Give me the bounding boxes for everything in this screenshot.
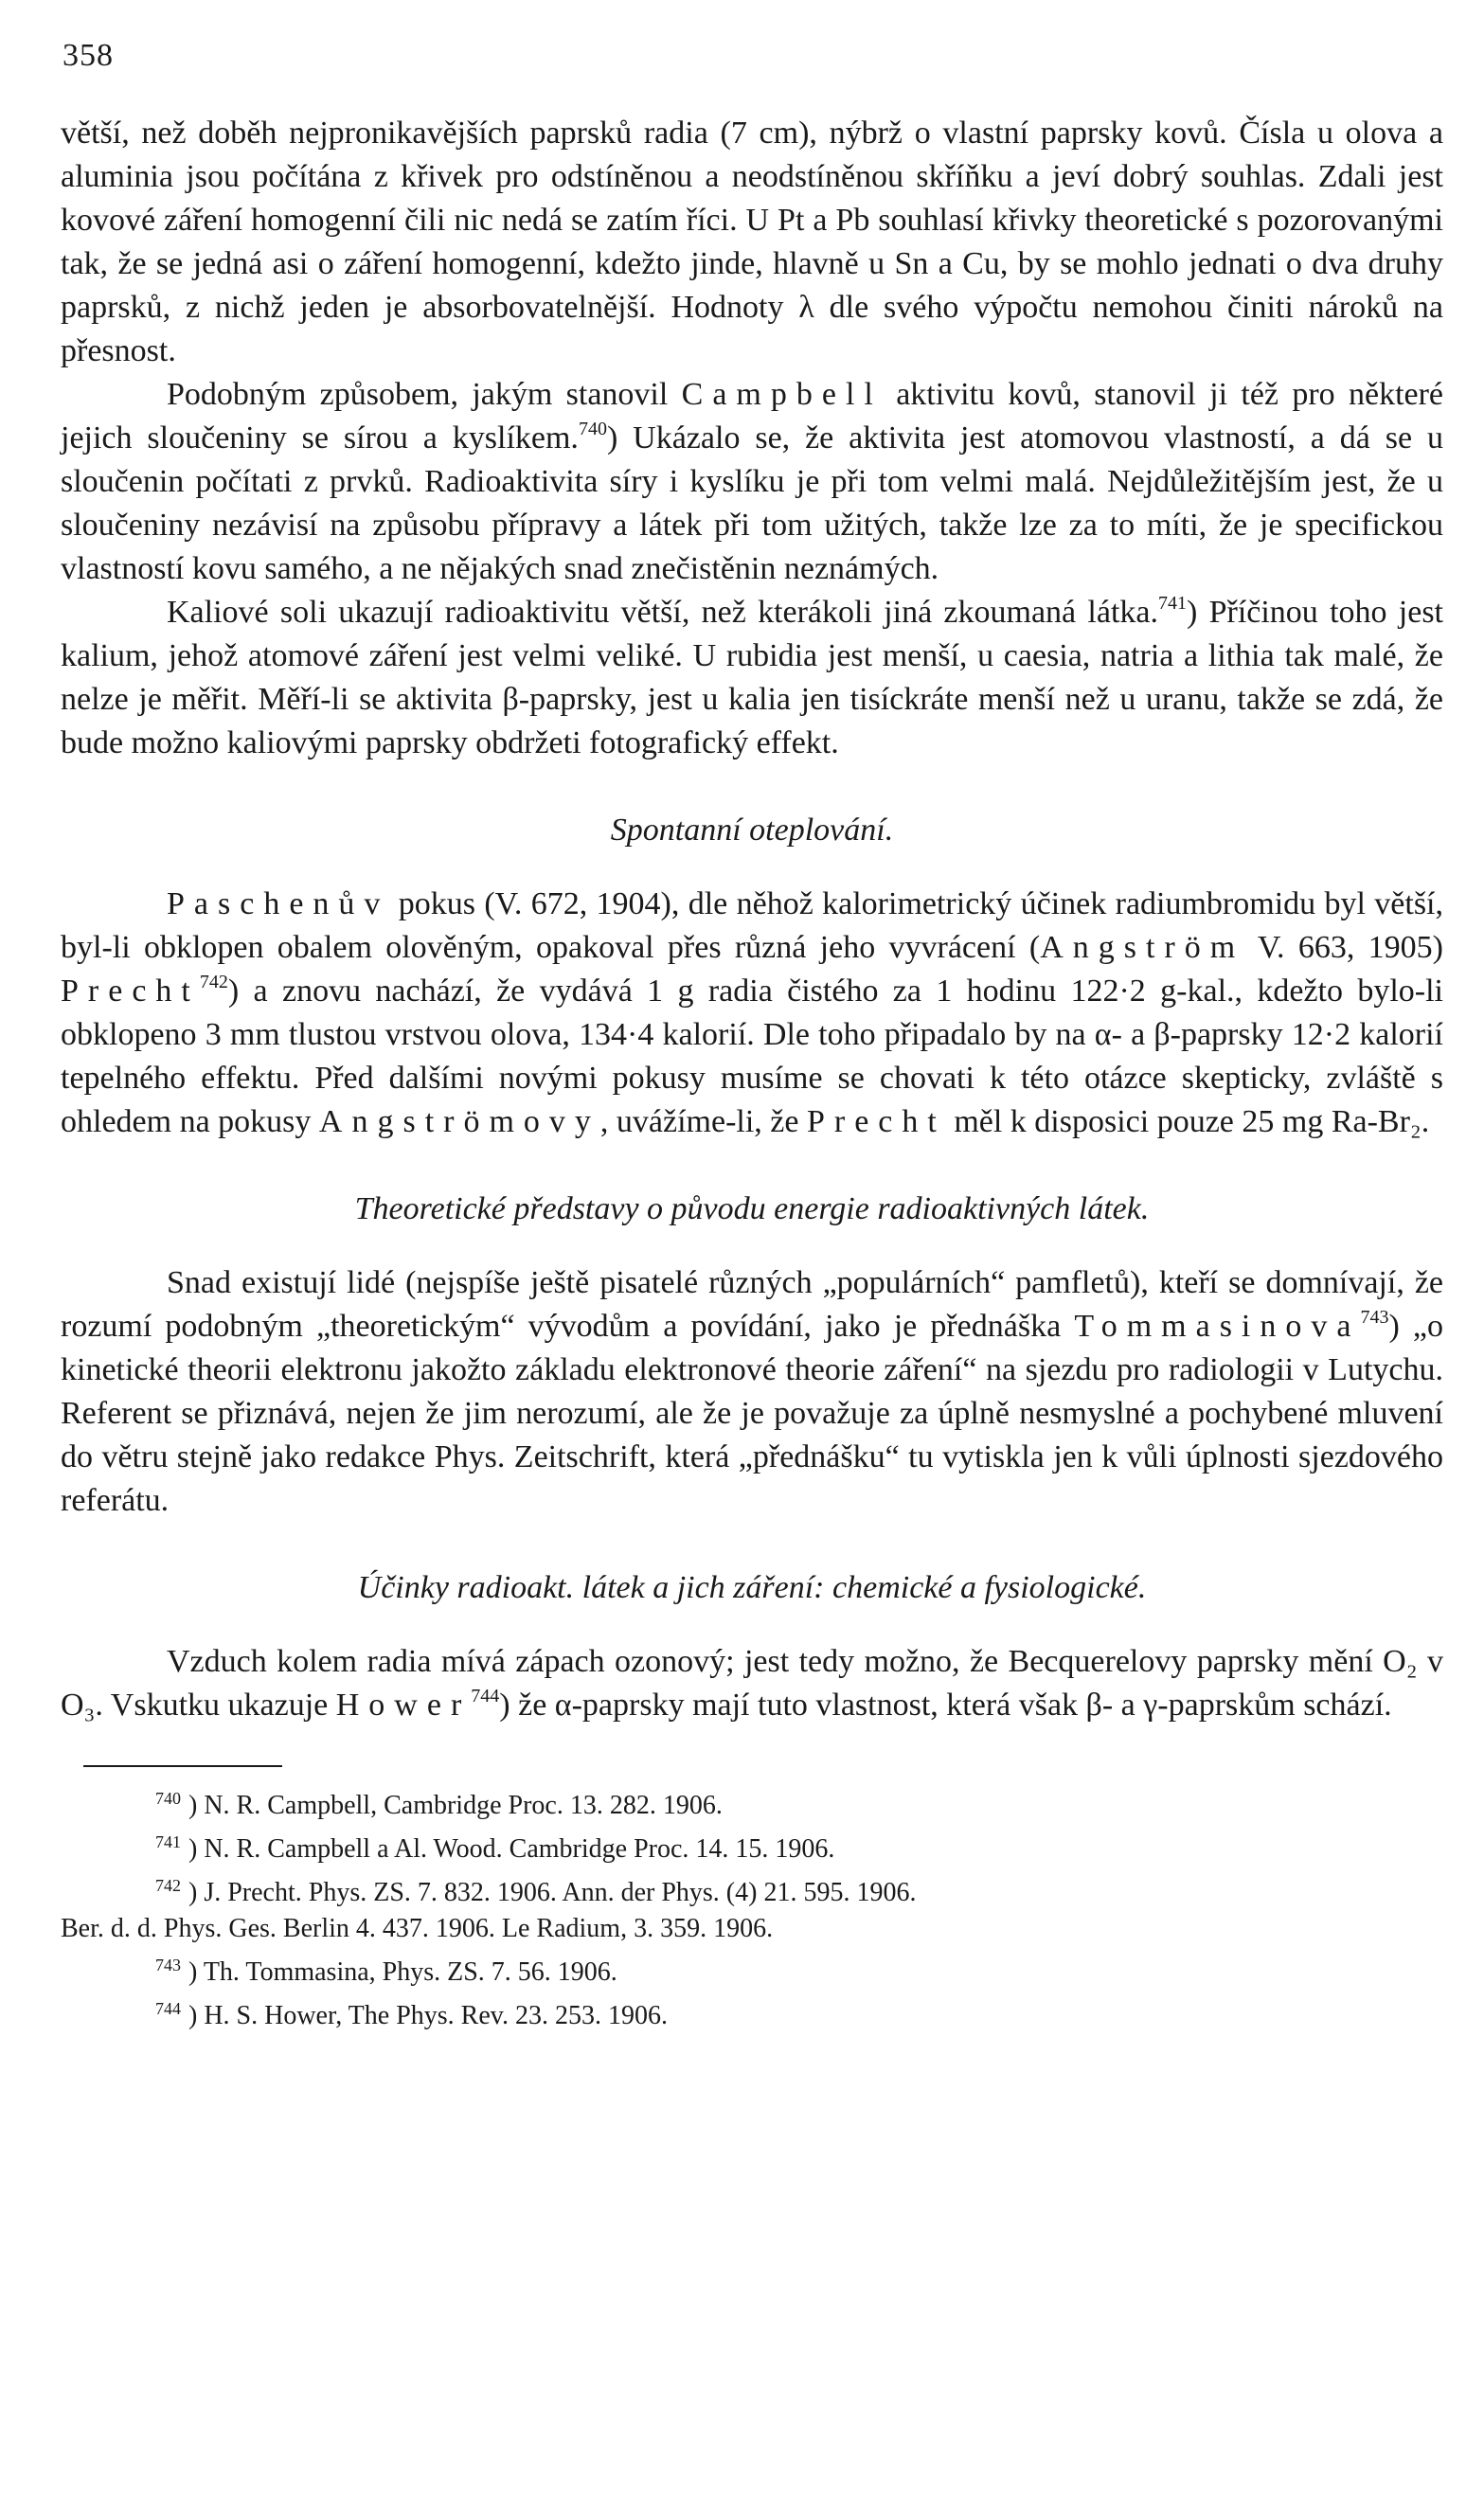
footnote: $^{743}$ ) Th. Tommasina, Phys. ZS. 7. 56. 1906. bbox=[155, 1956, 617, 1987]
paragraph-4: Paschenův pokus (V. 672, 1904), dle něhož kalorimetrický účinek radiumbromidu byl větší, byl-li obklopen obalem olověným, opakoval přes různá jeho vyvrácení (Angström V. 663, 1905) Precht$^{742}$) a znovu nachází, že vydává 1 g radia čistého za 1 hodinu 122·2 g-kal., kdežto bylo-li obklopeno 3 mm tlustou vrstvou olova, 134·4 kalorií. Dle toho připadalo by na α- a β-paprsky 12·2 kalorií tepelného effektu. Před dalšími novými pokusy musíme se chovati k této otázce skepticky, zvláště s ohledem na pokusy Angströmovy, uvážíme-li, že Precht měl k disposici pouze 25 mg Ra-Br₂. bbox=[61, 886, 1443, 1139]
author-name: Hower bbox=[335, 1688, 472, 1723]
footnote-ref: 740 bbox=[578, 419, 607, 439]
footnote-ref: 744 bbox=[471, 1686, 500, 1706]
footnote-ref: 743 bbox=[1360, 1307, 1389, 1328]
paragraph-1: větší, než doběh nejpronikavějších paprsků radia (7 cm), nýbrž o vlastní paprsky kovů. Čísla u olova a aluminia jsou počítána z křivek pro odstíněnou a neodstíněnou skříňku a jeví dobrý souhlas. Zdali jest kovové záření homogenní čili nic nedá se zatím říci. U Pt a Pb souhlasí křivky theoretické s pozorovanými tak, že se jedná asi o záření homogenní, kdežto jinde, hlavně u Sn a Cu, by se mohlo jednati o dva druhy paprsků, z nichž jeden je absorbovatelnější. Hodnoty λ dle svého výpočtu nemohou činiti nároků na přesnost. bbox=[61, 116, 1443, 368]
page-number: 358 bbox=[63, 38, 114, 73]
footnote: $^{741}$ ) N. R. Campbell a Al. Wood. Cambridge Proc. 14. 15. 1906. bbox=[155, 1832, 835, 1864]
author-name: Tommasinova bbox=[1074, 1309, 1361, 1344]
paragraph-5: Snad existují lidé (nejspíše ještě pisatelé různých „populárních“ pamfletů), kteří se domnívají, že rozumí podobným „theoretickým“ vývodům a povídání, jako je přednáška Tommasinova$^{743}$) „o kinetické theorii elektronu jakožto základu elektronové theorie záření“ na sjezdu pro radiologii v Lutychu. Referent se přiznává, nejen že jim nerozumí, ale že je považuje za úplně nesmyslné a pochybené mluvení do větru stejně jako redakce Phys. Zeitschrift, která „přednášku“ tu vytiskla jen k vůli úplnosti sjezdového referátu. bbox=[61, 1265, 1444, 1518]
section-heading: Theoretické představy o původu energie radioaktivných látek. bbox=[354, 1191, 1150, 1226]
author-name: Precht bbox=[806, 1104, 946, 1139]
author-name: Campbell bbox=[681, 377, 883, 412]
footnote: $^{742}$ ) J. Precht. Phys. ZS. 7. 832. 1906. Ann. der Phys. (4) 21. 595. 1906. bbox=[155, 1876, 917, 1907]
footnote: $^{740}$ ) N. R. Campbell, Cambridge Proc. 13. 282. 1906. bbox=[155, 1789, 723, 1820]
section-heading: Spontanní oteplování. bbox=[610, 813, 894, 848]
footnote-rule bbox=[83, 1765, 282, 1767]
paragraph-2: Podobným způsobem, jakým stanovil Campbell aktivitu kovů, stanovil ji též pro některé jejich sloučeniny se sírou a kyslíkem.$^{740}$) Ukázalo se, že aktivita jest atomovou vlastností, a dá se u sloučenin počítati z prvků. Radioaktivita síry i kyslíku je při tom velmi malá. Nejdůležitějším jest, že u sloučeniny nezávisí na způsobu přípravy a látek při tom užitých, takže lze za to míti, že je specifickou vlastností kovu samého, a ne nějakých snad znečistěnin neznámých. bbox=[61, 377, 1444, 586]
author-name: Angström bbox=[1040, 930, 1245, 965]
section-heading: Účinky radioakt. látek a jich záření: chemické a fysiologické. bbox=[357, 1570, 1147, 1605]
page bbox=[61, 38, 1443, 2034]
author-name: Paschenův bbox=[167, 886, 390, 921]
footnote-ref: 741 bbox=[1158, 593, 1187, 614]
footnote: $^{744}$ ) H. S. Hower, The Phys. Rev. 23. 253. 1906. bbox=[155, 1999, 668, 2030]
footnotes bbox=[61, 1780, 1443, 2034]
footnote-continuation: Ber. d. d. Phys. Ges. Berlin 4. 437. 1906. Le Radium, 3. 359. 1906. bbox=[61, 1914, 774, 1943]
paragraph-3: Kaliové soli ukazují radioaktivitu větší, než kterákoli jiná zkoumaná látka.$^{741}$) Příčinou toho jest kalium, jehož atomové záření jest velmi veliké. U rubidia jest menší, u caesia, natria a lithia tak malé, že nelze je měřit. Měří-li se aktivita β-paprsky, jest u kalia jen tisíckráte menší než u uranu, takže se zdá, že bude možno kaliovými paprsky obdržeti fotografický effekt. bbox=[61, 593, 1444, 760]
author-name: Precht bbox=[61, 974, 200, 1009]
author-name: Angströmovy bbox=[318, 1104, 600, 1139]
paragraph-6: Vzduch kolem radia mívá zápach ozonový; jest tedy možno, že Becquerelovy paprsky mění O₂ v O₃. Vskutku ukazuje Hower$^{744}$) že α-paprsky mají tuto vlastnost, která však β- a γ-paprskům schází. bbox=[61, 1644, 1443, 1723]
footnote-ref: 742 bbox=[199, 972, 228, 992]
